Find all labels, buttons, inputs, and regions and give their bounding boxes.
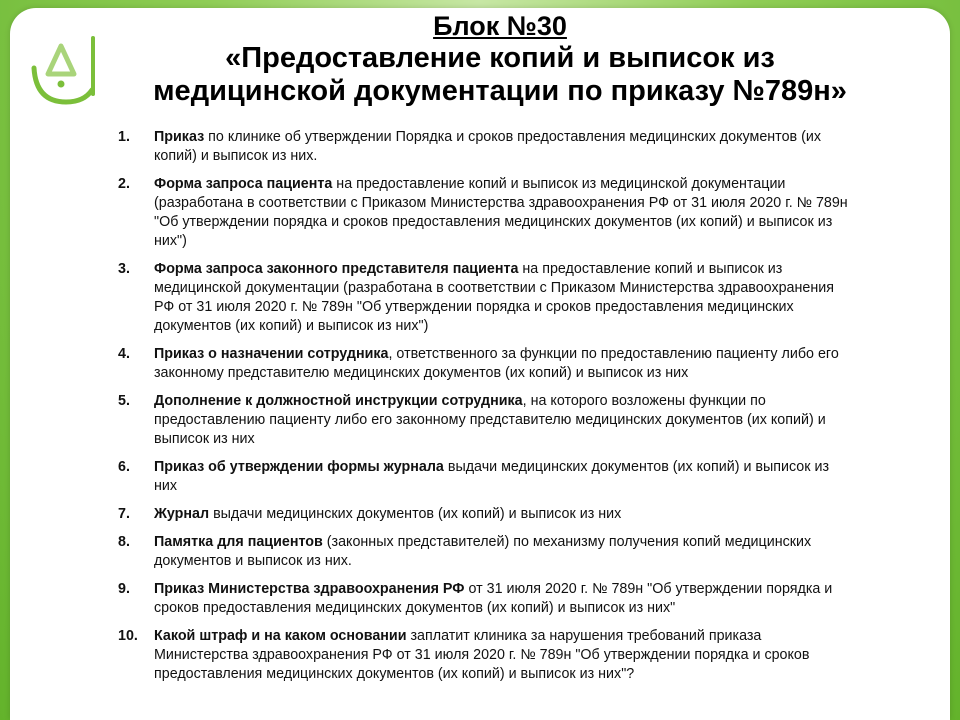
item-number: 4. <box>118 346 130 362</box>
list-item <box>118 458 848 496</box>
item-lead: Приказ Министерства здравоохранения РФ <box>154 581 465 597</box>
title-line-2: «Предоставление копий и выписок из <box>225 42 775 74</box>
item-number: 3. <box>118 261 130 277</box>
list-item <box>118 175 848 251</box>
slide-title <box>110 10 890 108</box>
item-text: выдачи медицинских документов (их копий) и выписок из них <box>154 459 830 494</box>
item-text: на предоставление копий и выписок из медицинской документации (разработана в соответствии с Приказом Министерства здравоохранения РФ от 31 июля 2020 г. № 789н "Об утверждении порядка и сроков предоставления медицинских документов (их копий) и выписок из них") <box>154 261 834 334</box>
item-lead: Приказ <box>154 129 205 145</box>
list-item <box>118 260 848 336</box>
item-number: 8. <box>118 534 130 550</box>
item-number: 2. <box>118 176 130 192</box>
item-lead: Форма запроса законного представителя пациента <box>154 261 519 277</box>
item-text: , на которого возложены функции по предоставлению пациенту либо его законному представителю медицинских документов (их копий) и выписок из них <box>154 393 826 447</box>
item-lead: Форма запроса пациента <box>154 176 333 192</box>
item-number: 7. <box>118 506 130 522</box>
item-text: , ответственного за функции по предоставлению пациенту либо его законному представителю медицинских документов (их копий) и выписок из них <box>154 346 839 381</box>
item-lead: Дополнение к должностной инструкции сотрудника <box>154 393 523 409</box>
item-number: 1. <box>118 129 130 145</box>
list-item <box>118 128 848 166</box>
item-lead: Приказ об утверждении формы журнала <box>154 459 444 475</box>
list-item <box>118 533 848 571</box>
list-item <box>118 392 848 449</box>
item-text: выдачи медицинских документов (их копий) и выписок из них <box>209 506 622 522</box>
item-number: 5. <box>118 393 130 409</box>
item-number: 6. <box>118 459 130 475</box>
item-number: 9. <box>118 581 130 597</box>
item-lead: Приказ о назначении сотрудника <box>154 346 389 362</box>
item-text: на предоставление копий и выписок из медицинской документации (разработана в соответствии с Приказом Министерства здравоохранения РФ от 31 июля 2020 г. № 789н "Об утверждении порядка и сроков предоставления медицинских документов (их копий) и выписок из них") <box>154 176 848 249</box>
pyramid-logo-icon <box>22 28 106 108</box>
item-text: от 31 июля 2020 г. № 789н "Об утверждении порядка и сроков предоставления медицинских документов (их копий) и выписок из них" <box>154 581 833 616</box>
item-number: 10. <box>118 628 138 644</box>
block-number-title: Блок №30 <box>433 11 567 41</box>
item-text: (законных представителей) по механизму получения копий медицинских документов и выписок из них. <box>154 534 812 569</box>
item-lead: Какой штраф и на каком основании <box>154 628 407 644</box>
list-item <box>118 627 848 684</box>
title-line-3: медицинской документации по приказу №789н» <box>153 75 847 107</box>
item-text: заплатит клиника за нарушения требований приказа Министерства здравоохранения РФ от 31 июля 2020 г. № 789н "Об утверждении порядка и сроков предоставления медицинских документов (их копий) и выписок из них"? <box>154 628 810 682</box>
document-list <box>118 128 848 693</box>
list-item <box>118 505 848 524</box>
item-lead: Журнал <box>154 506 210 522</box>
item-text: по клинике об утверждении Порядка и сроков предоставления медицинских документов (их копий) и выписок из них. <box>154 129 821 164</box>
list-item <box>118 345 848 383</box>
item-lead: Памятка для пациентов <box>154 534 323 550</box>
list-item <box>118 580 848 618</box>
